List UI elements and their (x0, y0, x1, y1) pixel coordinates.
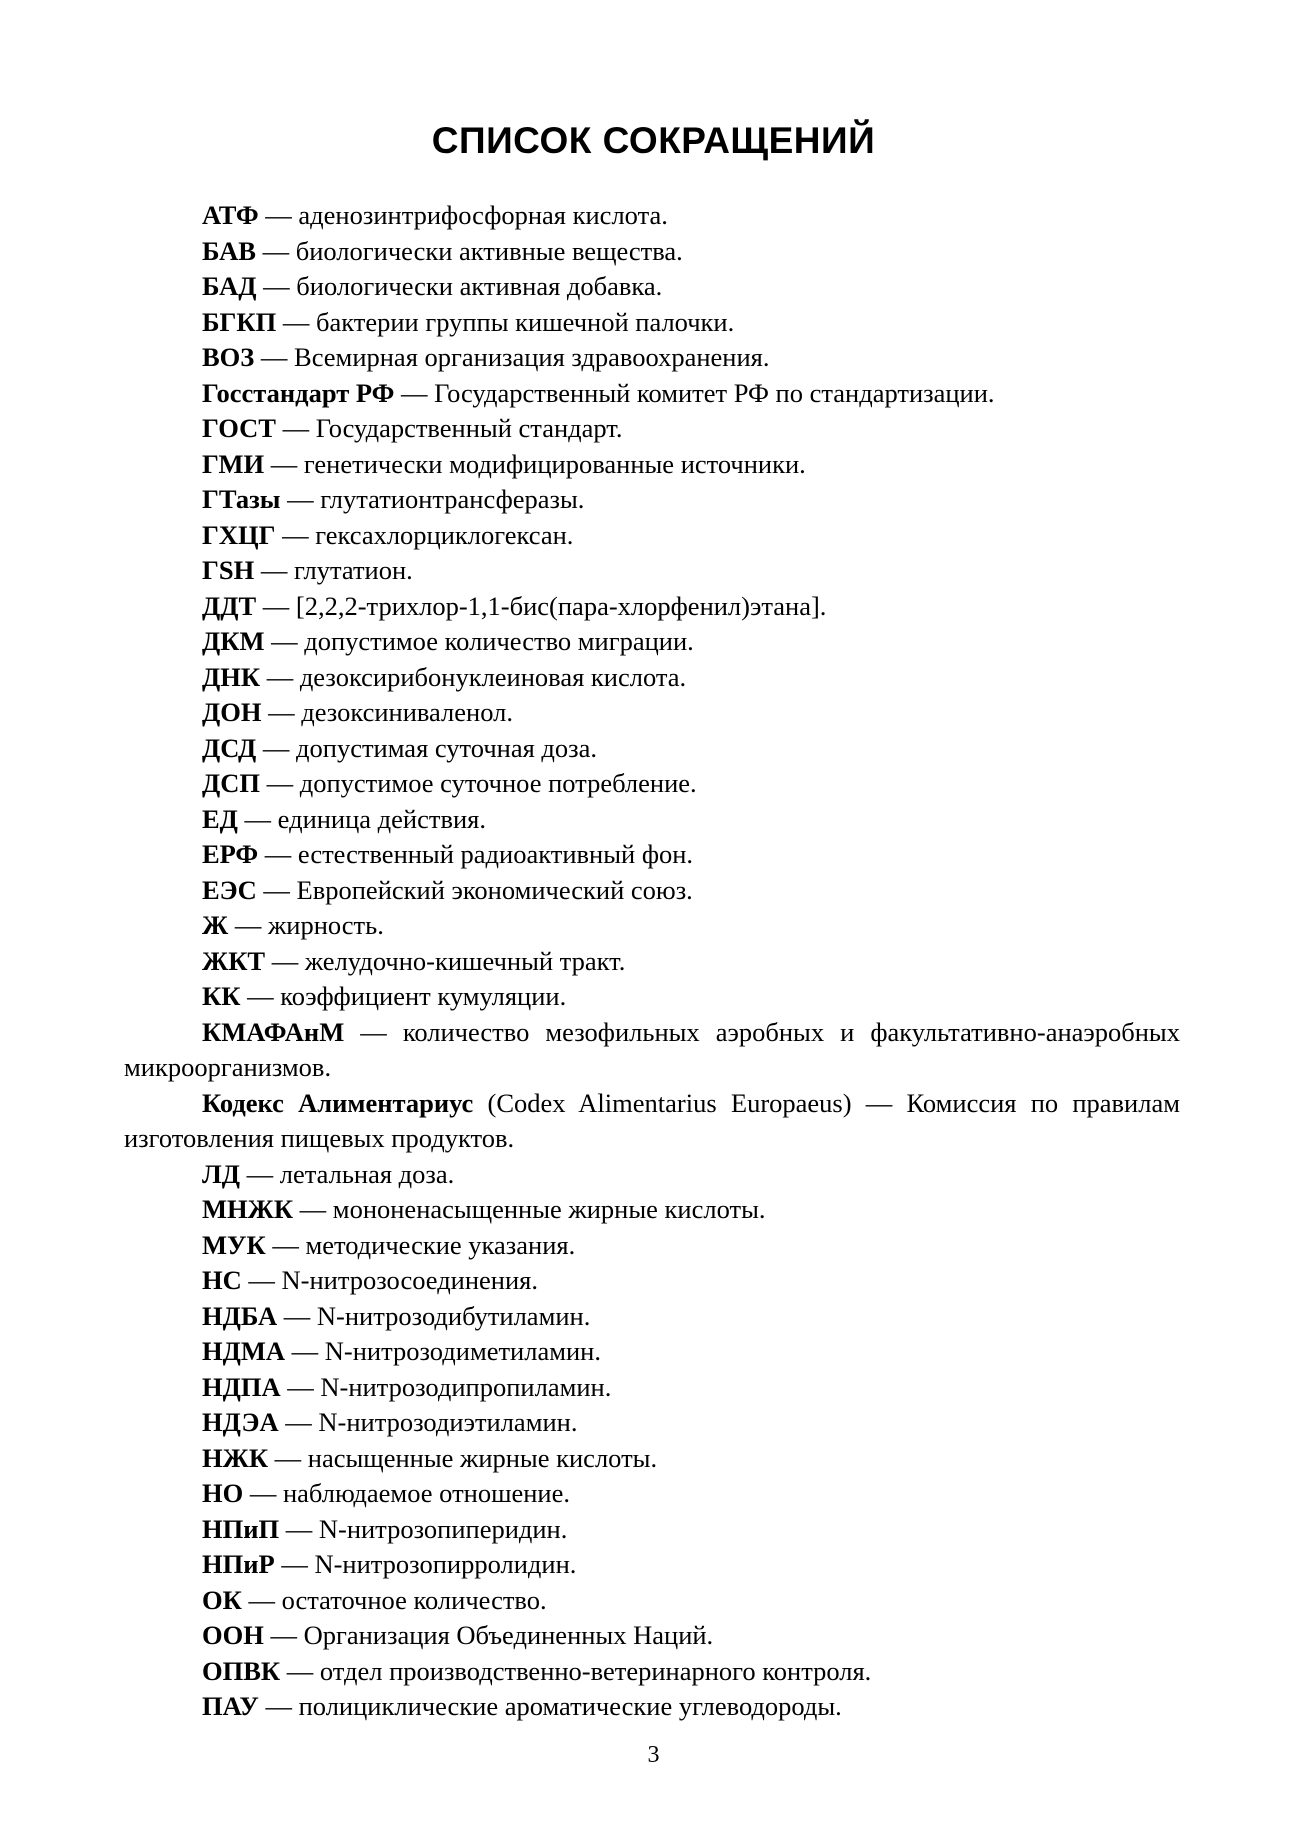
abbreviation-entry (124, 340, 1180, 376)
abbreviation-entry (124, 1618, 1180, 1654)
abbreviation-definition: — дезоксиниваленол. (261, 697, 513, 727)
abbreviation-term: Кодекс Алиментариус (202, 1087, 474, 1118)
abbreviation-term: НПиП (202, 1513, 280, 1544)
abbreviation-term: ЕД (202, 803, 238, 834)
abbreviation-definition: — желудочно-кишечный тракт. (265, 945, 626, 976)
abbreviation-definition: — N-нитрозопиперидин. (279, 1513, 568, 1544)
abbreviation-definition: — количество мезофильных аэробных и факультативно-анаэробных микроорганизмов. (124, 1016, 1180, 1082)
abbreviation-definition: — полициклические ароматические углеводороды. (258, 1691, 842, 1721)
abbreviation-term: НПиР (202, 1549, 275, 1579)
abbreviation-definition: — насыщенные жирные кислоты. (268, 1442, 658, 1473)
abbreviation-entry (124, 269, 1180, 305)
abbreviation-term: ЛД (202, 1158, 240, 1189)
abbreviation-entry (124, 731, 1180, 767)
abbreviation-definition: — бактерии группы кишечной палочки. (276, 306, 735, 337)
abbreviation-entry (124, 1334, 1180, 1370)
abbreviation-definition: — биологически активные вещества. (255, 235, 683, 266)
abbreviation-entry (124, 198, 1180, 234)
abbreviation-definition: — Государственный стандарт. (275, 413, 623, 443)
abbreviation-definition: (Codex Alimentarius Europaeus) — Комиссия по правилам изготовления пищевых продуктов. (124, 1087, 1180, 1153)
abbreviation-definition: — допустимое количество миграции. (264, 626, 694, 656)
abbreviation-term: НДБА (202, 1300, 278, 1331)
abbreviation-entry (124, 482, 1180, 518)
abbreviation-term: ДСД (202, 732, 257, 763)
abbreviation-entry (124, 766, 1180, 802)
abbreviation-term: Госстандарт РФ (202, 377, 395, 408)
abbreviation-entry (124, 1405, 1180, 1441)
abbreviation-entry (124, 1086, 1180, 1157)
abbreviation-definition: — N-нитрозопирролидин. (274, 1549, 577, 1579)
abbreviation-term: НС (202, 1265, 242, 1295)
abbreviation-entry (124, 1228, 1180, 1264)
page-number: 3 (647, 1742, 660, 1768)
abbreviation-entry (124, 1263, 1180, 1299)
abbreviation-term: НДПА (202, 1371, 281, 1402)
abbreviation-definition: — единица действия. (237, 803, 486, 834)
abbreviation-term: ГSH (202, 555, 255, 585)
abbreviation-definition: — допустимое суточное потребление. (259, 768, 697, 798)
abbreviation-entry (124, 873, 1180, 909)
abbreviation-entry (124, 1015, 1180, 1086)
abbreviation-entry (124, 695, 1180, 731)
abbreviation-entry (124, 944, 1180, 980)
abbreviation-term: МУК (202, 1229, 266, 1260)
abbreviation-entry (124, 1192, 1180, 1228)
abbreviation-term: ЕЭС (202, 874, 257, 905)
abbreviation-term: ДНК (202, 661, 261, 692)
abbreviation-term: БАВ (202, 235, 256, 266)
abbreviation-term: ДКМ (202, 626, 265, 656)
abbreviation-term: БАД (202, 271, 257, 301)
abbreviation-definition: — аденозинтрифосфорная кислота. (258, 200, 668, 230)
abbreviation-term: ДСП (202, 768, 260, 798)
abbreviation-term: ОК (202, 1584, 242, 1615)
abbreviation-definition: — генетически модифицированные источники. (264, 448, 806, 479)
abbreviation-definition: — биологически активная добавка. (256, 271, 663, 301)
abbreviation-definition: — гексахлорциклогексан. (275, 519, 574, 550)
abbreviation-entry (124, 1157, 1180, 1193)
abbreviation-definition: — Европейский экономический союз. (256, 874, 693, 905)
abbreviation-term: ПАУ (202, 1691, 259, 1721)
abbreviation-term: ОПВК (202, 1655, 281, 1686)
abbreviation-term: ООН (202, 1620, 264, 1650)
abbreviation-term: ЕРФ (202, 839, 259, 869)
abbreviation-term: АТФ (202, 200, 259, 230)
abbreviation-definition: — дезоксирибонуклеиновая кислота. (260, 661, 687, 692)
abbreviation-list (124, 198, 1180, 1725)
abbreviation-definition: — N-нитрозосоединения. (241, 1265, 538, 1295)
abbreviation-term: НО (202, 1478, 244, 1508)
abbreviation-entry (124, 1689, 1180, 1725)
abbreviation-definition: — глутатион. (254, 555, 413, 585)
abbreviation-definition: — N-нитрозодиметиламин. (285, 1336, 601, 1366)
abbreviation-entry (124, 1654, 1180, 1690)
abbreviation-entry (124, 979, 1180, 1015)
abbreviation-entry (124, 624, 1180, 660)
abbreviation-definition: — методические указания. (265, 1229, 576, 1260)
abbreviation-term: НДМА (202, 1336, 285, 1366)
abbreviation-definition: — мононенасыщенные жирные кислоты. (293, 1194, 766, 1224)
abbreviation-term: ДДТ (202, 590, 257, 621)
abbreviation-entry (124, 305, 1180, 341)
abbreviation-definition: — наблюдаемое отношение. (243, 1478, 570, 1508)
abbreviation-entry (124, 802, 1180, 838)
abbreviation-term: ГТазы (202, 484, 281, 514)
abbreviation-definition: — Организация Объединенных Наций. (263, 1620, 714, 1650)
abbreviation-entry (124, 411, 1180, 447)
abbreviation-term: ВОЗ (202, 342, 255, 372)
abbreviation-term: НДЭА (202, 1407, 279, 1437)
abbreviation-entry (124, 234, 1180, 270)
abbreviation-definition: — остаточное количество. (241, 1584, 547, 1615)
abbreviation-term: ГОСТ (202, 413, 276, 443)
abbreviation-definition: — N-нитрозодипропиламин. (280, 1371, 612, 1402)
abbreviation-definition: — Государственный комитет РФ по стандартизации. (394, 377, 995, 408)
abbreviation-definition: — жирность. (228, 910, 384, 940)
abbreviation-term: КК (202, 981, 241, 1011)
abbreviation-entry (124, 1476, 1180, 1512)
abbreviation-definition: — коэффициент кумуляции. (240, 981, 567, 1011)
abbreviation-entry (124, 908, 1180, 944)
abbreviation-term: МНЖК (202, 1194, 294, 1224)
abbreviation-entry (124, 1441, 1180, 1477)
abbreviation-definition: — допустимая суточная доза. (256, 732, 598, 763)
abbreviation-entry (124, 660, 1180, 696)
abbreviation-entry (124, 376, 1180, 412)
abbreviation-definition: — Всемирная организация здравоохранения. (254, 342, 770, 372)
abbreviation-term: ГМИ (202, 448, 265, 479)
abbreviation-term: ДОН (202, 697, 262, 727)
abbreviation-entry (124, 447, 1180, 483)
abbreviation-entry (124, 1370, 1180, 1406)
abbreviation-definition: — естественный радиоактивный фон. (258, 839, 694, 869)
abbreviation-term: НЖК (202, 1442, 269, 1473)
abbreviation-definition: — N-нитрозодибутиламин. (277, 1300, 591, 1331)
abbreviation-entry (124, 1512, 1180, 1548)
abbreviation-term: КМАФАнМ (202, 1016, 345, 1047)
abbreviation-entry (124, 553, 1180, 589)
abbreviation-definition: — N-нитрозодиэтиламин. (278, 1407, 578, 1437)
abbreviation-definition: — летальная доза. (239, 1158, 455, 1189)
abbreviation-term: БГКП (202, 306, 277, 337)
abbreviation-entry (124, 518, 1180, 554)
abbreviation-term: ЖКТ (202, 945, 266, 976)
abbreviation-entry (124, 837, 1180, 873)
abbreviation-entry (124, 1583, 1180, 1619)
abbreviation-term: Ж (202, 910, 229, 940)
abbreviation-definition: — [2,2,2-трихлор-1,1-бис(пара-хлорфенил)этана]. (256, 590, 827, 621)
abbreviation-definition: — отдел производственно-ветеринарного контроля. (280, 1655, 872, 1686)
abbreviation-term: ГХЦГ (202, 519, 276, 550)
abbreviation-definition: — глутатионтрансферазы. (280, 484, 585, 514)
page-title: СПИСОК СОКРАЩЕНИЙ (431, 120, 876, 161)
abbreviation-entry (124, 589, 1180, 625)
abbreviation-entry (124, 1547, 1180, 1583)
abbreviation-entry (124, 1299, 1180, 1335)
